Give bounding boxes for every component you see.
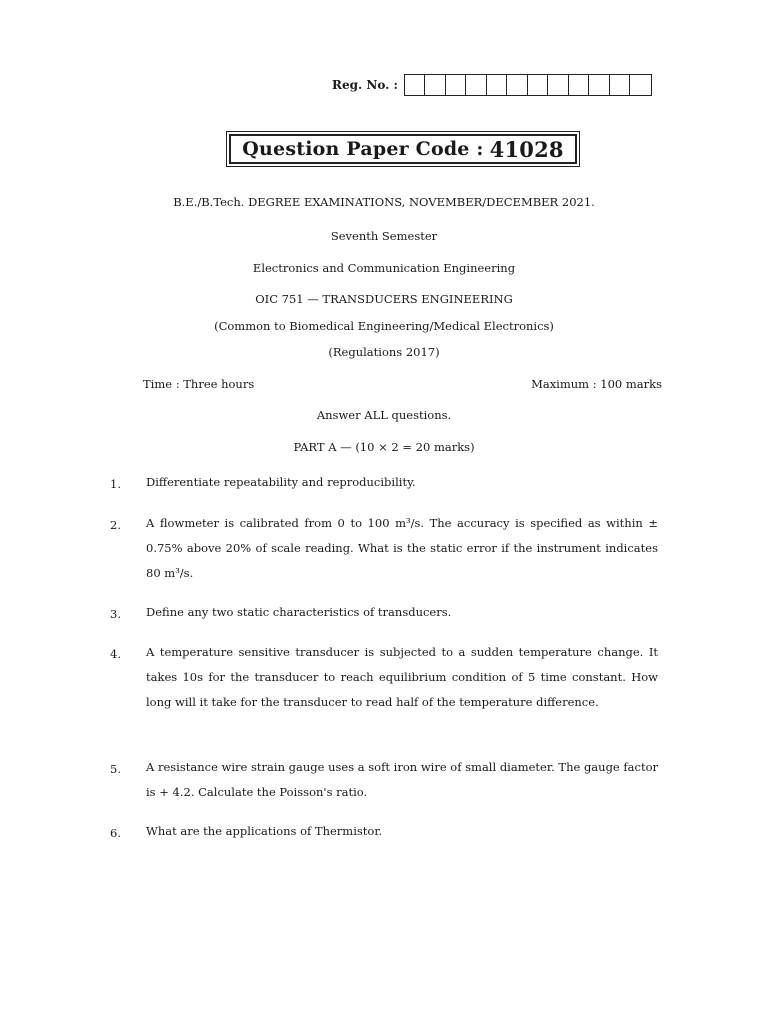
question-number: 6. — [110, 826, 121, 840]
question-number: 5. — [110, 762, 121, 776]
reg-number-box — [507, 75, 528, 95]
question-number: 4. — [110, 647, 121, 661]
reg-number-box — [487, 75, 508, 95]
exam-semester: Seventh Semester — [330, 229, 438, 243]
question-paper-code-box — [229, 134, 577, 164]
reg-number-label: Reg. No. : — [332, 78, 398, 92]
reg-number-boxes — [404, 74, 652, 96]
reg-number-box — [548, 75, 569, 95]
part-heading: PART A — (10 × 2 = 20 marks) — [293, 440, 475, 454]
question-paper-code-number: 41028 — [489, 136, 564, 162]
exam-max-marks: Maximum : 100 marks — [531, 377, 662, 391]
reg-number-box — [466, 75, 487, 95]
question-text: A temperature sensitive transducer is subjected to a sudden temperature change. It takes 10s for the transducer to reach equilibrium condition of 5 time constant. How long will it take for the transducer to read half of the temperature difference. — [146, 645, 658, 709]
reg-number-box — [405, 75, 426, 95]
question-text: Define any two static characteristics of transducers. — [146, 605, 452, 619]
exam-regulations: (Regulations 2017) — [328, 345, 440, 359]
reg-number-box — [446, 75, 467, 95]
reg-number-box — [569, 75, 590, 95]
reg-number-box — [630, 75, 651, 95]
exam-time: Time : Three hours — [143, 377, 255, 391]
question-text: Differentiate repeatability and reproducibility. — [146, 475, 416, 489]
exam-department: Electronics and Communication Engineering — [252, 261, 516, 275]
exam-subject: OIC 751 — TRANSDUCERS ENGINEERING — [255, 292, 513, 306]
exam-degree: B.E./B.Tech. DEGREE EXAMINATIONS, NOVEMBER/DECEMBER 2021. — [173, 195, 595, 209]
question-number: 1. — [110, 477, 121, 491]
question-text: A resistance wire strain gauge uses a soft iron wire of small diameter. The gauge factor is + 4.2. Calculate the Poisson's ratio. — [146, 760, 658, 799]
reg-number-box — [589, 75, 610, 95]
question-text: What are the applications of Thermistor. — [146, 824, 383, 838]
question-paper-code-label: Question Paper Code : — [242, 138, 484, 160]
question-number: 2. — [110, 518, 121, 532]
question-text: A flowmeter is calibrated from 0 to 100 m³/s. The accuracy is specified as within ± 0.75% above 20% of scale reading. What is the static error if the instrument indicates 80 m³/s. — [146, 516, 658, 580]
exam-instruction: Answer ALL questions. — [316, 408, 452, 422]
reg-number-box — [528, 75, 549, 95]
reg-number-box — [610, 75, 631, 95]
reg-number-row — [332, 74, 652, 96]
question-number: 3. — [110, 607, 121, 621]
exam-common-to: (Common to Biomedical Engineering/Medical Electronics) — [214, 319, 554, 333]
reg-number-box — [425, 75, 446, 95]
